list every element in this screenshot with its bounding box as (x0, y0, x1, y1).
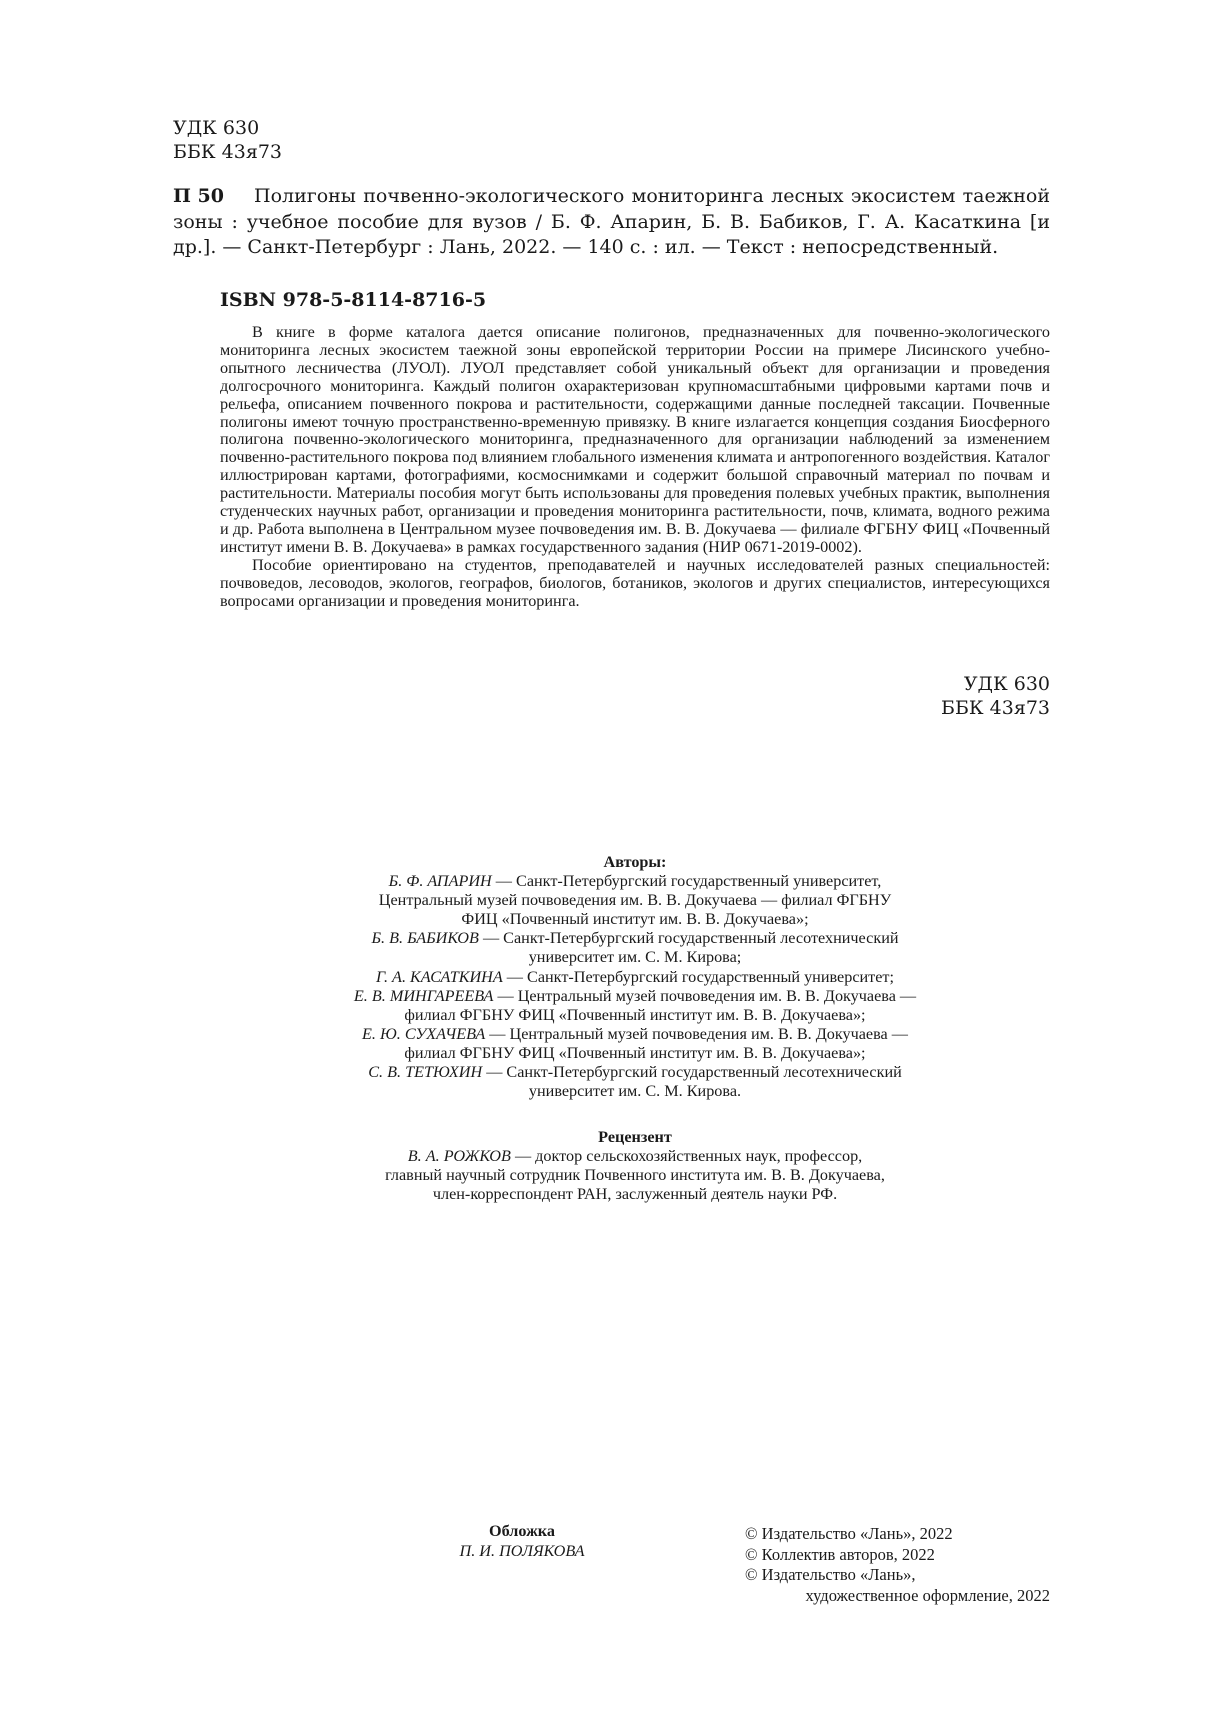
reviewer-line: главный научный сотрудник Почвенного института им. В. В. Докучаева, (385, 1166, 885, 1185)
copyright-line-continuation: художественное оформление, 2022 (805, 1585, 1050, 1605)
copyright-line: © Коллектив авторов, 2022 (745, 1544, 935, 1564)
udk-code: УДК 630 (963, 673, 1050, 695)
author-line: ФИЦ «Почвенный институт им. В. В. Докучаева»; (461, 910, 809, 929)
author-line: Центральный музей почвоведения им. В. В. Докучаева — филиал ФГБНУ (378, 891, 892, 910)
author-line: университет им. С. М. Кирова. (528, 1082, 742, 1101)
copyright-line: © Издательство «Лань», (745, 1565, 916, 1584)
bbk-code: ББК 43я73 (940, 697, 1050, 719)
author-line: Е. Ю. СУХАЧЕВА — Центральный музей почвоведения им. В. В. Докучаева — (362, 1024, 908, 1043)
cover-heading: Обложка (489, 1522, 555, 1540)
bibliographic-record (173, 184, 1050, 261)
copyright-line: © Издательство «Лань», 2022 (745, 1524, 953, 1543)
author-line: филиал ФГБНУ ФИЦ «Почвенный институт им. В. В. Докучаева»; (404, 1043, 866, 1062)
reviewer-line: В. А. РОЖКОВ — доктор сельскохозяйственных наук, профессор, (407, 1147, 863, 1166)
copyright-block (745, 1524, 1050, 1606)
reviewer-block (220, 1128, 1050, 1204)
cover-credit (422, 1522, 622, 1561)
author-line: филиал ФГБНУ ФИЦ «Почвенный институт им. В. В. Докучаева»; (404, 1005, 866, 1024)
cover-designer: П. И. ПОЛЯКОВА (459, 1541, 585, 1560)
abstract-paragraph: В книге в форме каталога дается описание полигонов, предназначенных для почвенно-экологического мониторинга лесных экосистем таежной зоны европейской территории России на примере Лисинского учебно-опытного лесничества (ЛУОЛ). ЛУОЛ представляет собой уникальный объект для организации и проведения долгосрочного мониторинга. Каждый полигон охарактеризован крупномасштабными цифровыми картами почв и рельефа, описанием почвенного покрова и растительности, содержащими данные последней таксации. Почвенные полигоны имеют точную пространственно-временную привязку. В книге излагается концепция создания Биосферного полигона почвенно-экологического мониторинга, предназначенного для организации наблюдений за изменением почвенно-растительного покрова под влиянием глобального изменения климата и антропогенного воздействия. Каталог иллюстрирован картами, фотографиями, космоснимками и содержит большой справочный материал по почвам и растительности. Материалы пособия могут быть использованы для проведения полевых учебных практик, выполнения студенческих научных работ, организации и проведения мониторинга растительности, почв, климата, водного режима и др. Работа выполнена в Центральном музее почвоведения им. В. В. Докучаева — филиале ФГБНУ ФИЦ «Почвенный институт имени В. В. Докучаева» в рамках государственного задания (НИР 0671-2019-0002). (220, 323, 1050, 556)
author-line: С. В. ТЕТЮХИН — Санкт-Петербургский государственный лесотехнический (368, 1063, 902, 1082)
top-classification-codes (173, 116, 282, 164)
reviewer-heading: Рецензент (598, 1128, 672, 1146)
author-line: Б. В. БАБИКОВ — Санкт-Петербургский государственный лесотехнический (371, 929, 899, 948)
udk-code: УДК 630 (173, 117, 260, 139)
abstract-paragraph: Пособие ориентировано на студентов, преподавателей и научных исследователей разных специальностей: почвоведов, лесоводов, экологов, географов, биологов, ботаников, экологов и других специалистов, интересующихся вопросами организации и проведения мониторинга. (220, 555, 1050, 610)
author-line: Е. В. МИНГАРЕЕВА — Центральный музей почвоведения им. В. В. Докучаева — (353, 986, 917, 1005)
abstract (220, 324, 1050, 611)
authors-heading: Авторы: (603, 853, 667, 871)
author-sign: П 50 (173, 185, 224, 207)
isbn: ISBN 978-5-8114-8716-5 (220, 289, 487, 311)
author-line: университет им. С. М. Кирова; (528, 948, 742, 967)
bottom-classification-codes (850, 672, 1050, 720)
author-line: Б. Ф. АПАРИН — Санкт-Петербургский государственный университет, (388, 872, 882, 891)
authors-block (220, 853, 1050, 1101)
author-line: Г. А. КАСАТКИНА — Санкт-Петербургский государственный университет; (375, 967, 895, 986)
bbk-code: ББК 43я73 (173, 141, 283, 163)
bibliographic-description: Полигоны почвенно-экологического мониторинга лесных экосистем таежной зоны : учебное пособие для вузов / Б. Ф. Апарин, Б. В. Бабиков, Г. А. Касаткина [и др.]. — Санкт-Петербург : Лань, 2022. — 140 с. : ил. — Текст : непосредственный. (173, 185, 1050, 258)
reviewer-line: член-корреспондент РАН, заслуженный деятель науки РФ. (432, 1185, 838, 1204)
